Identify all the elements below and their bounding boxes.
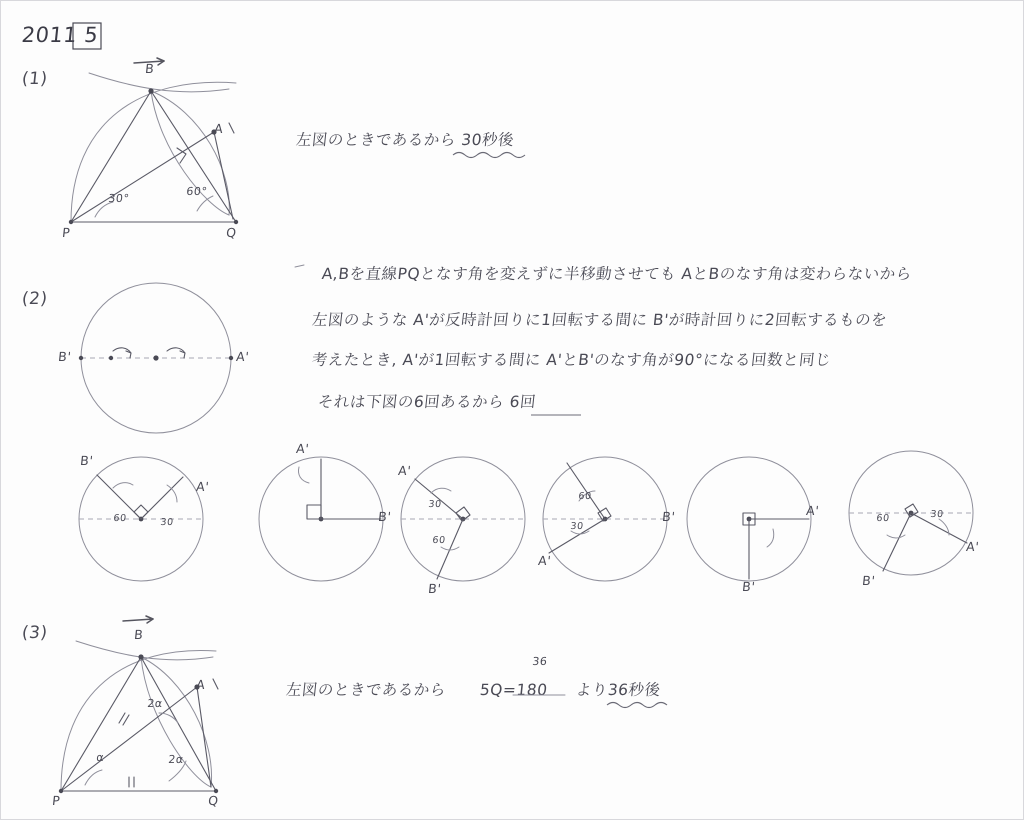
angle-30-1: 30° xyxy=(107,192,130,205)
subfig-6-angle-30: 30 xyxy=(929,509,945,520)
angle-60-1: 60° xyxy=(185,185,208,198)
subfig-5-label-b: A' xyxy=(805,503,820,518)
problem-2-line-4: それは下図の6回あるから 6回 xyxy=(316,393,537,411)
label-b-3: B xyxy=(133,627,145,642)
subfig-4-angle-60: 60 xyxy=(577,491,593,502)
subfig-6-angle-60: 60 xyxy=(875,513,891,524)
label-q-1: Q xyxy=(225,225,238,240)
subfig-5-label-a: B' xyxy=(741,579,757,594)
subfig-1-label-b: B' xyxy=(79,453,95,468)
problem-3-number: (3) xyxy=(20,623,49,643)
problem-3-answer-underline xyxy=(1,1,1024,821)
problem-3-answer-text: 左図のときであるから xyxy=(284,681,447,699)
subfig-3-angle-60: 60 xyxy=(431,535,447,546)
problem-3-answer-value: 36秒後 xyxy=(606,681,662,699)
subfig-6-label-a: A' xyxy=(965,539,980,554)
subfig-6-label-b: B' xyxy=(861,573,877,588)
label-b-1: B xyxy=(144,61,156,76)
problem-2-line-3: 考えたとき, A'が1回転する間に A'とB'のなす角が90°になる回数と同じ xyxy=(310,351,833,369)
problem-3-equation: 5Q=180 xyxy=(478,681,549,699)
problem-1-number: (1) xyxy=(20,69,49,89)
subfig-1-label-a: A' xyxy=(195,479,210,494)
label-p-1: P xyxy=(61,225,72,240)
subfig-4-label-a: A' xyxy=(537,553,552,568)
label-q-3: Q xyxy=(207,793,220,808)
subfig-2-label-b: B' xyxy=(377,509,393,524)
problem-2-line-2: 左図のような A'が反時計回りに1回転する間に B'が時計回りに2回転するものを xyxy=(310,311,889,329)
label-a-1: A xyxy=(213,121,225,136)
angle-2alpha-top-3: 2α xyxy=(146,697,164,710)
subfig-3-angle-30: 30 xyxy=(427,499,443,510)
label-b-prime-main: B' xyxy=(57,349,73,364)
label-a-prime-main: A' xyxy=(235,349,250,364)
label-p-3: P xyxy=(51,793,62,808)
subfig-4-angle-30: 30 xyxy=(569,521,585,532)
page-title: 2011 5 xyxy=(20,23,100,47)
problem-2-number: (2) xyxy=(20,289,49,309)
angle-2alpha-bottom-3: 2α xyxy=(167,753,185,766)
label-a-3: A xyxy=(195,677,207,692)
subfig-4-label-b: B' xyxy=(661,509,677,524)
subfig-1-angle-60: 60 xyxy=(112,513,128,524)
problem-3-connector: より xyxy=(574,681,609,699)
subfig-3-label-a: A' xyxy=(397,463,412,478)
problem-3-equation-note: 36 xyxy=(531,655,548,668)
problem-2-line-1: A,Bを直線PQとなす角を変えずに半移動させても AとBのなす角は変わらないから xyxy=(320,265,913,283)
angle-alpha-3: α xyxy=(95,751,105,764)
subfig-2-label-a: A' xyxy=(295,441,310,456)
subfig-1-angle-30: 30 xyxy=(159,517,175,528)
subfig-3-label-b: B' xyxy=(427,581,443,596)
problem-1-answer-text: 左図のときであるから 30秒後 xyxy=(294,131,515,149)
